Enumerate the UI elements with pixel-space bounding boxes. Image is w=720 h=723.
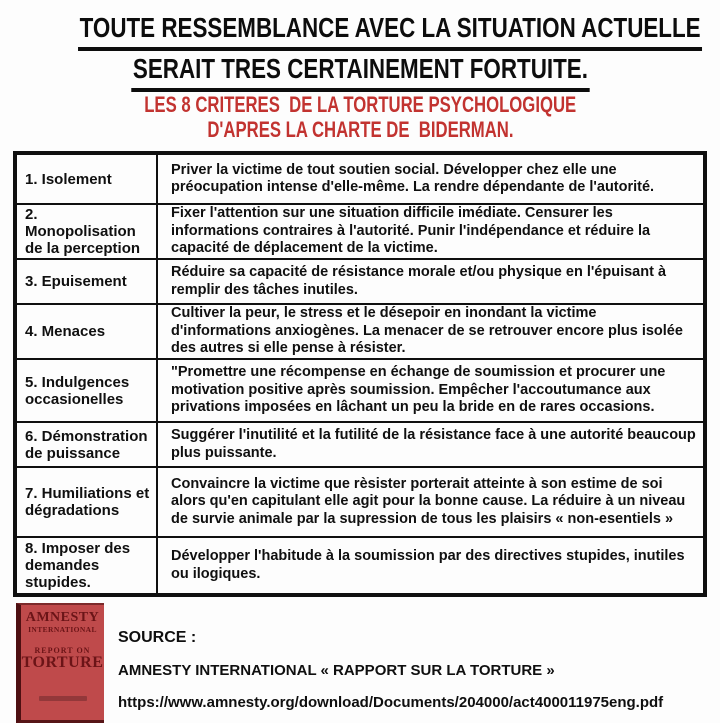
criterion-label: 2. Monopolisation de la perception [17, 205, 158, 258]
subtitle-line1-text: LES 8 CRITERES DE LA TORTURE PSYCHOLOGIQUE [144, 92, 576, 117]
criterion-label: 5. Indulgences occasionelles [17, 360, 158, 421]
table-row [17, 155, 703, 203]
main-title-line2-text: SERAIT TRES CERTAINEMENT FORTUITE. [131, 53, 589, 92]
criterion-label: 6. Démonstration de puissance [17, 423, 158, 466]
main-title-line2 [0, 53, 720, 92]
criterion-description: Priver la victime de tout soutien social. Développer chez elle une préocupation intense d'elle-même. La rendre dépendante de l'autorité. [171, 161, 655, 195]
criterion-description: Cultiver la peur, le stress et le désepoir en inondant la victime d'informations anxiogènes. La menacer de se retrouver encore plus isolée des autres si elle pense à résister. [171, 305, 683, 357]
criterion-label: 3. Epuisement [17, 260, 158, 303]
criteria-table [13, 151, 707, 597]
table-row [17, 421, 703, 466]
subtitle-line2-text: D'APRES LA CHARTE DE BIDERMAN. [206, 117, 514, 142]
main-title-line1-text: TOUTE RESSEMBLANCE AVEC LA SITUATION ACTUELLE [78, 12, 702, 51]
source-label: SOURCE : [118, 629, 197, 646]
criterion-description: Convaincre la victime que rèsister porterait atteinte à son estime de soi alors qu'en capitulant elle agit pour la bonne cause. La réduire à un niveau de survie animale par la supression de tous les plaisirs « non-esentiels » [171, 475, 686, 527]
subtitle-line2 [0, 117, 720, 143]
criterion-label: 7. Humiliations et dégradations [17, 468, 158, 536]
table-row [17, 203, 703, 258]
source-url: https://www.amnesty.org/download/Documents/204000/act400011975eng.pdf [118, 694, 664, 711]
table-row [17, 536, 703, 593]
cover-small-print [39, 696, 87, 701]
table-row [17, 358, 703, 421]
table-row [17, 258, 703, 303]
subtitle-line1 [0, 92, 720, 118]
criterion-description: Fixer l'attention sur une situation difficile imédiate. Censurer les informations contraires à l'autorité. Punir l'indépendance et réduire la capacité de déplacement de la victime. [171, 205, 651, 257]
criterion-description: Développer l'habitude à la soumission par des directives stupides, inutiles ou ilogiques. [171, 548, 685, 582]
book-cover [16, 603, 104, 723]
criterion-description: Suggérer l'inutilité et la futilité de la résistance face à une autorité beaucoup plus puissante. [171, 427, 696, 461]
main-title-line1 [0, 12, 720, 51]
criterion-description: Réduire sa capacité de résistance morale et/ou physique en l'épuisant à remplir des tâches inutiles. [171, 264, 667, 298]
table-row [17, 466, 703, 536]
criterion-label: 1. Isolement [17, 155, 158, 203]
criterion-description: "Promettre une récompense en échange de soumission et procurer une motivation positive après soumission. Empêcher l'accoutumance aux privations imposées en lâchant un peu la bride en de rares occasions. [171, 364, 666, 416]
table-row [17, 303, 703, 358]
cover-amnesty-text: AMNESTY [25, 610, 100, 625]
criterion-label: 4. Menaces [17, 305, 158, 358]
source-reference: AMNESTY INTERNATIONAL « RAPPORT SUR LA TORTURE » [118, 662, 555, 679]
criterion-label: 8. Imposer des demandes stupides. [17, 538, 158, 593]
cover-international-text: INTERNATIONAL [28, 625, 97, 634]
cover-report-on-text: REPORT ON [34, 646, 91, 655]
cover-torture-text: TORTURE [21, 654, 104, 671]
